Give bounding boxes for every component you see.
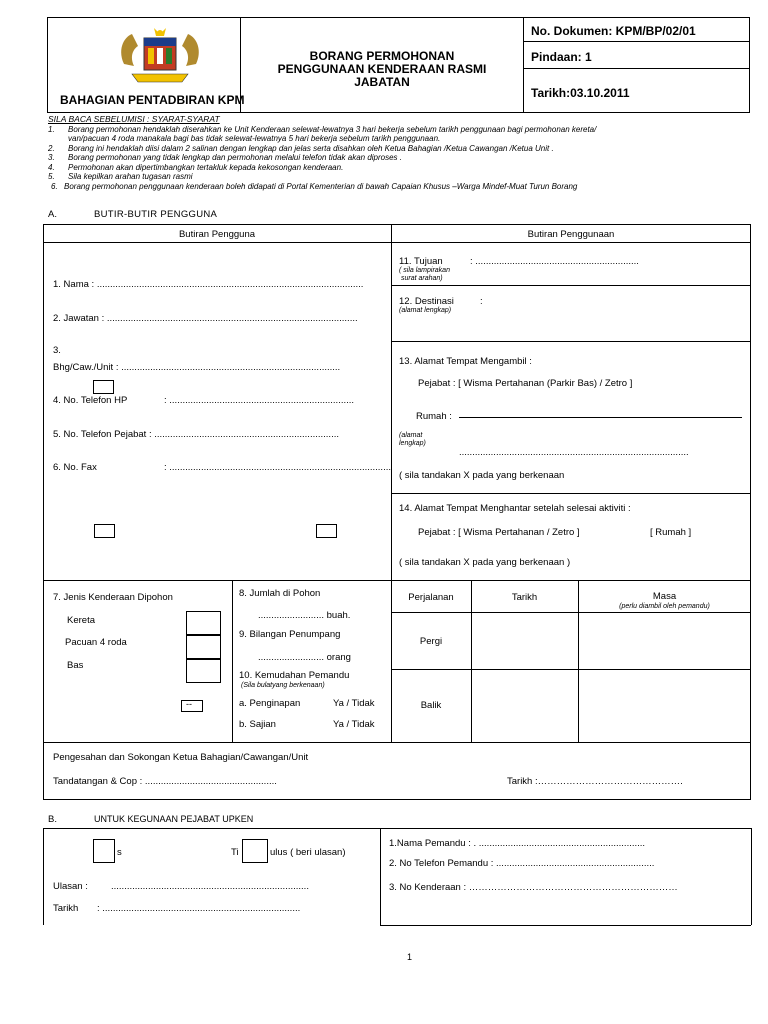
col-header-usage-details: Butiran Penggunaan xyxy=(527,229,615,240)
checkbox[interactable] xyxy=(316,524,337,538)
rejected-label-end: ulus ( beri ulasan) xyxy=(270,847,346,858)
pickup-office-option[interactable]: Pejabat : [ Wisma Pertahanan (Parkir Bas) / Zetro ] xyxy=(418,378,633,389)
pickup-home-line[interactable] xyxy=(459,417,742,418)
quantity-field[interactable]: ......................... buah. xyxy=(258,610,351,621)
position-field[interactable]: 2. Jawatan : ............................................................................................... xyxy=(53,313,358,324)
signature-date-field[interactable]: Tarikh :………………………………………. xyxy=(507,776,683,787)
driver-name-field[interactable]: 1.Nama Pemandu : . ............................................................... xyxy=(389,838,646,849)
form-title-line1: BORANG PERMOHONAN xyxy=(309,49,455,63)
document-date: Tarikh:03.10.2011 xyxy=(531,86,630,100)
department-name: BAHAGIAN PENTADBIRAN KPM xyxy=(60,93,245,107)
vehicle-bus-checkbox[interactable] xyxy=(186,659,221,683)
vehicle-number-field[interactable]: 3. No Kenderaan : ………………………………………………………… xyxy=(389,882,678,893)
date-header: Tarikh xyxy=(511,592,538,603)
vehicle-bus-label: Bas xyxy=(67,660,84,671)
quantity-label: 8. Jumlah di Pohon xyxy=(239,588,321,599)
driver-facilities-note: (Sila bulatyang berkenaan) xyxy=(241,682,325,689)
driver-phone-field[interactable]: 2. No Telefon Pemandu : ............................................................ xyxy=(389,858,655,869)
address-note: (alamat xyxy=(399,432,423,439)
conditions-heading: SILA BACA SEBELUMISI : SYARAT-SYARAT xyxy=(48,114,220,124)
document-number: No. Dokumen: KPM/BP/02/01 xyxy=(531,24,696,38)
section-a-title: BUTIR-BUTIR PENGGUNA xyxy=(94,209,218,220)
dropoff-home-option[interactable]: [ Rumah ] xyxy=(650,527,692,538)
condition-item: Borang permohonan hendaklah diserahkan ke Unit Kenderaan selewat-lewatnya 3 hari bekerja sebelum tarikh penggunaan bagi permohonan kereta/ xyxy=(68,124,597,134)
approved-checkbox[interactable] xyxy=(93,839,115,863)
fax-field[interactable]: : .................................................................................... xyxy=(164,462,391,473)
rejected-label-start: Ti xyxy=(231,847,239,858)
accommodation-option[interactable]: Ya / Tidak xyxy=(333,698,375,709)
condition-item: Permohonan akan dipertimbangkan tertakluk kepada kekosongan kenderaan. xyxy=(68,162,344,172)
outbound-row-label: Pergi xyxy=(419,636,443,647)
small-checkbox[interactable] xyxy=(181,700,203,712)
mobile-phone-label: 4. No. Telefon HP xyxy=(53,395,128,406)
address-note: lengkap) xyxy=(399,440,426,447)
purpose-note: ( sila lampirakan xyxy=(399,267,450,274)
checkbox[interactable] xyxy=(94,524,115,538)
rejected-checkbox[interactable] xyxy=(242,839,268,863)
purpose-label: 11. Tujuan xyxy=(399,256,443,267)
condition-item: Borang permohonan yang tidak lengkap dan permohonan melalui telefon tidak akan diproses . xyxy=(68,153,402,162)
section-b-letter: B. xyxy=(48,814,57,825)
checkbox[interactable] xyxy=(93,380,114,394)
passengers-field[interactable]: ......................... orang xyxy=(258,652,351,663)
conditions-block: SILA BACA SEBELUMISI : SYARAT-SYARAT 1. Borang permohonan hendaklah diserahkan ke Unit Kenderaan selewat-lewatnya 3 hari bekerja sebelum tarikh penggunaan bagi permohonan kereta/ van/pacuan 4 roda manakala bagi bas tidak selewat-lewatnya 5 hari bekerja sebelum tarikh penggunaan. 2. Borang ini hendaklah diisi dalam 2 salinan dengan lengkap dan jelas serta disahkan oleh Ketua Bahagian /Ketua Cawangan /Ketua Unit . 3. Borang permohonan yang tidak lengkap dan permohonan melalui telefon tidak akan diproses . 4. Permohonan akan dipertimbangkan tertakluk kepada kekosongan kenderaan. 5. Sila kepilkan arahan tugasan rasmi 6. Borang permohonan penggunaan kenderaan boleh didapati di Portal Kementerian di bawah Capaian Khusus –Warga Mindef-Muat Turun Borang xyxy=(48,115,748,191)
office-date-field[interactable]: : ........................................................................... xyxy=(97,903,301,914)
condition-item: van/pacuan 4 roda manakala bagi bas tidak selewat-lewatnya 5 hari bekerja sebelum tarikh penggunaan. xyxy=(68,134,441,143)
vehicle-car-checkbox[interactable] xyxy=(186,611,221,635)
form-title-line2: PENGGUNAAN KENDERAAN RASMI xyxy=(277,62,487,76)
time-header: Masa xyxy=(652,591,677,602)
driver-facilities-label: 10. Kemudahan Pemandu xyxy=(239,670,350,681)
meal-label: b. Sajian xyxy=(239,719,276,730)
pickup-home-label: Rumah : xyxy=(416,411,452,422)
office-date-label: Tarikh xyxy=(53,903,79,914)
vehicle-4wd-checkbox[interactable] xyxy=(186,635,221,659)
mobile-phone-field[interactable]: : ...................................................................... xyxy=(164,395,355,406)
destination-colon: : xyxy=(480,296,483,307)
col-header-user-details: Butiran Pengguna xyxy=(178,229,256,240)
endorsement-label: Pengesahan dan Sokongan Ketua Bahagian/Cawangan/Unit xyxy=(53,752,309,763)
mark-x-note: ( sila tandakan X pada yang berkenaan ) xyxy=(399,557,571,568)
vehicle-type-label: 7. Jenis Kenderaan Dipohon xyxy=(53,592,173,603)
journey-header: Perjalanan xyxy=(408,592,454,603)
office-phone-field[interactable]: 5. No. Telefon Pejabat : ...................................................................... xyxy=(53,429,339,440)
pickup-address-label: 13. Alamat Tempat Mengambil : xyxy=(399,356,532,367)
meal-option[interactable]: Ya / Tidak xyxy=(333,719,375,730)
vehicle-4wd-label: Pacuan 4 roda xyxy=(65,637,127,648)
destination-label: 12. Destinasi xyxy=(399,296,454,307)
vehicle-car-label: Kereta xyxy=(67,615,95,626)
mark-x-note: ( sila tandakan X pada yang berkenaan xyxy=(399,470,565,481)
purpose-field[interactable]: : .............................................................. xyxy=(470,256,639,267)
dropoff-office-option[interactable]: Pejabat : [ Wisma Pertahanan / Zetro ] xyxy=(418,527,580,538)
destination-note: (alamat lengkap) xyxy=(399,307,452,314)
time-header-note: (perlu diambil oleh pemandu) xyxy=(619,603,710,610)
approved-label-fragment: s xyxy=(117,847,122,858)
form-title-line3: JABATAN xyxy=(354,75,410,89)
remarks-label: Ulasan : xyxy=(53,881,88,892)
condition-item: Sila kepilkan arahan tugasan rasmi xyxy=(68,172,193,181)
accommodation-label: a. Penginapan xyxy=(239,698,301,709)
section-a-letter: A. xyxy=(48,209,57,220)
condition-item: Borang ini hendaklah diisi dalam 2 salinan dengan lengkap dan jelas serta disahkan oleh Ketua Bahagian /Ketua Cawangan /Ketua Unit . xyxy=(68,143,554,153)
division-number: 3. xyxy=(53,345,61,356)
amendment-number: Pindaan: 1 xyxy=(531,50,592,64)
dropoff-address-label: 14. Alamat Tempat Menghantar setelah selesai aktiviti : xyxy=(399,503,631,514)
page-number: 1 xyxy=(407,952,413,962)
return-row-label: Balik xyxy=(420,700,442,711)
fax-label: 6. No. Fax xyxy=(53,462,97,473)
pickup-address-dots[interactable]: ....................................................................................... xyxy=(459,447,689,458)
section-b-title: UNTUK KEGUNAAN PEJABAT UPKEN xyxy=(94,814,254,824)
signature-field[interactable]: Tandatangan & Cop : .................................................. xyxy=(53,776,277,787)
name-field[interactable]: 1. Nama : ..................................................................................................... xyxy=(53,279,364,290)
division-field[interactable]: Bhg/Caw./Unit : ................................................................................... xyxy=(53,362,341,373)
coat-of-arms-icon xyxy=(118,24,202,86)
condition-item: Borang permohonan penggunaan kenderaan boleh didapati di Portal Kementerian di bawah Capaian Khusus –Warga Mindef-Muat Turun Borang xyxy=(64,181,578,191)
purpose-note: surat arahan) xyxy=(401,275,443,282)
small-checkbox-mark: -- xyxy=(186,699,192,709)
remarks-field[interactable]: ........................................................................... xyxy=(111,881,309,892)
passengers-label: 9. Bilangan Penumpang xyxy=(239,629,341,640)
